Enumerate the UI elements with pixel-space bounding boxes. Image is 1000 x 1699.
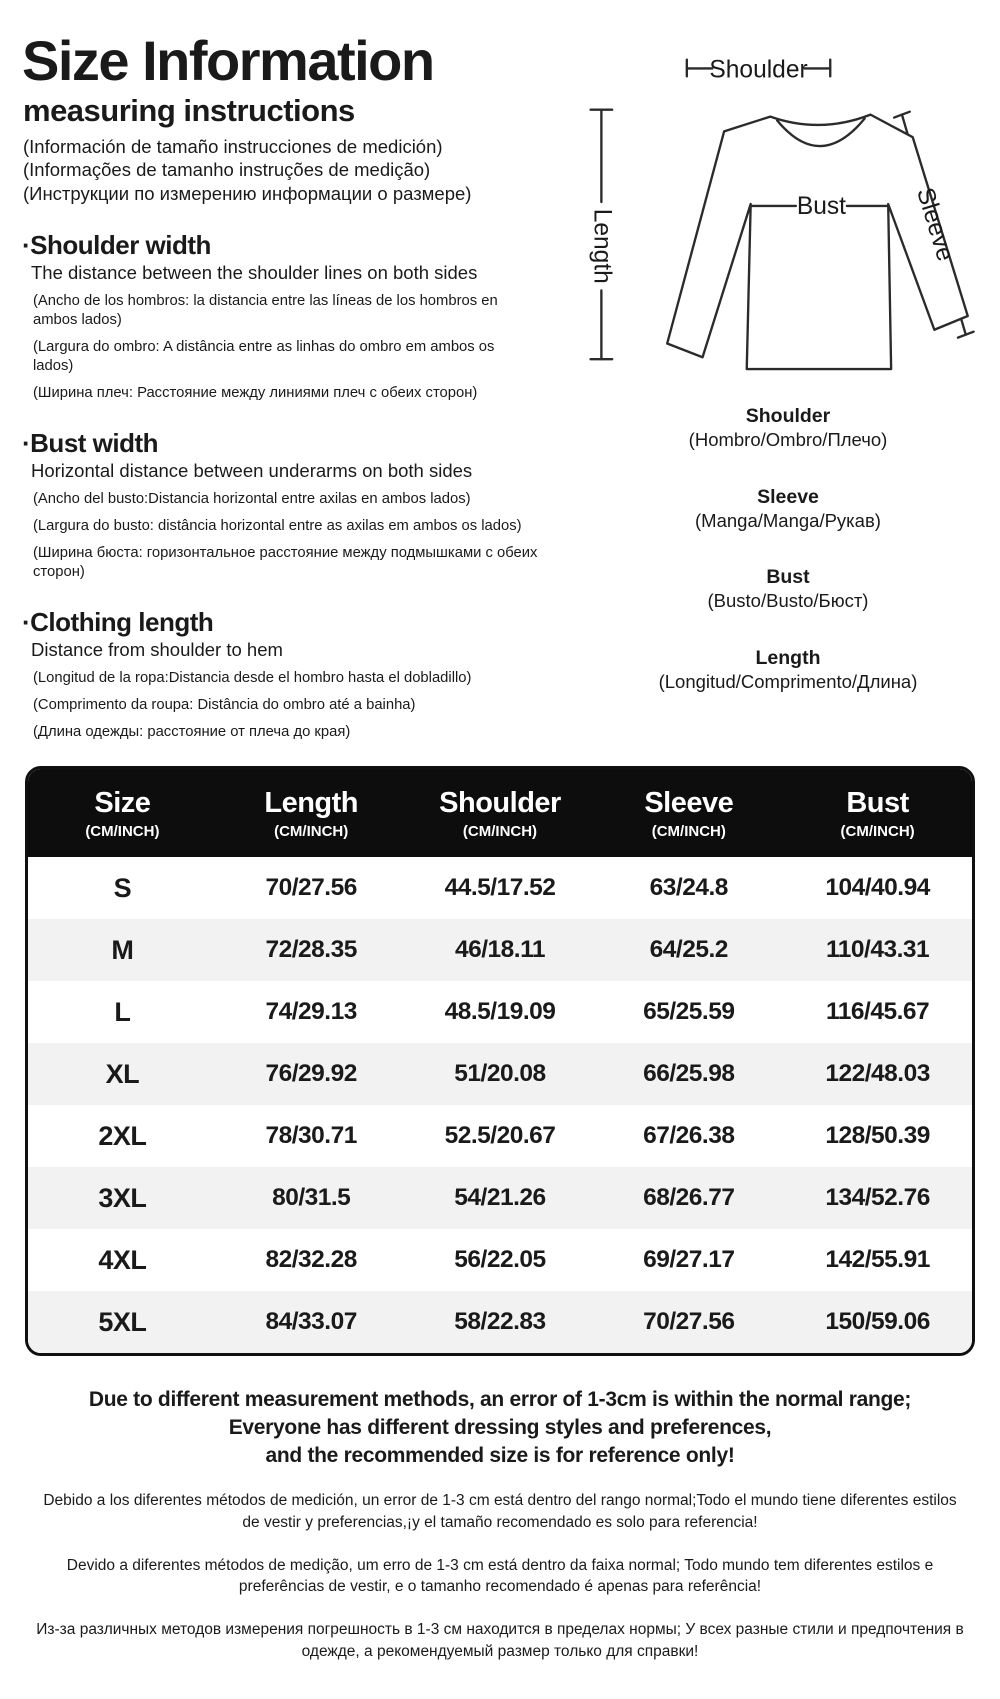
header-sleeve [594, 769, 783, 857]
column-label: Sleeve [644, 786, 734, 819]
cell-size: 2XL [98, 1120, 147, 1151]
table-row [28, 919, 972, 981]
label-translation: (Hombro/Ombro/Плечо) [688, 429, 888, 451]
cell-sleeve: 64/25.2 [649, 936, 728, 964]
table-row [28, 981, 972, 1043]
header-shoulder [406, 769, 595, 857]
section-translation-es: (Longitud de la ropa:Distancia desde el hombro hasta el dobladillo) [33, 670, 472, 687]
section-shoulder-width [22, 232, 567, 403]
disclaimer-ru: Из-за различных методов измерения погрешность в 1-3 см находится в пределах нормы; У всех разные стили и предпочтения в одежде, а рекомендуемый размер только для справки! [36, 1621, 964, 1660]
column-unit: (CM/INCH) [840, 822, 915, 840]
table-row [28, 857, 972, 919]
subtitle-translation-es: (Información de tamaño instrucciones de medición) [23, 136, 443, 158]
cell-size: XL [105, 1058, 140, 1089]
diagram-length-label: Length [588, 208, 616, 284]
label-length [659, 646, 918, 694]
section-title: ·Shoulder width [22, 230, 211, 260]
disclaimer-en-line2: Everyone has different dressing styles and preferences, [228, 1415, 772, 1439]
section-translation-ru: (Длина одежды: расстояние от плеча до края) [33, 724, 351, 741]
cell-shoulder: 56/22.05 [454, 1246, 546, 1274]
table-row [28, 1229, 972, 1291]
shirt-outline [667, 115, 968, 369]
label-name: Bust [766, 566, 810, 588]
cell-size: S [113, 872, 132, 903]
table-row [28, 1167, 972, 1229]
cell-length: 74/29.13 [265, 998, 357, 1026]
header-size [28, 769, 217, 857]
cell-bust: 134/52.76 [825, 1184, 930, 1212]
page-title: Size Information [22, 29, 434, 92]
page-subtitle: measuring instructions [23, 93, 355, 129]
column-label: Shoulder [439, 786, 561, 819]
cell-shoulder: 54/21.26 [454, 1184, 546, 1212]
disclaimer-en-line3: and the recommended size is for reference only! [265, 1443, 735, 1467]
section-description: Distance from shoulder to hem [31, 639, 283, 661]
label-name: Sleeve [757, 485, 819, 508]
cell-length: 84/33.07 [265, 1308, 357, 1336]
measurement-label-list [659, 404, 918, 726]
cell-bust: 128/50.39 [825, 1122, 930, 1150]
size-table [28, 769, 972, 1353]
label-name: Length [755, 646, 821, 669]
section-title: ·Bust width [22, 427, 159, 458]
section-translation-es: (Ancho del busto:Distancia horizontal entre axilas en ambos lados) [33, 491, 471, 508]
cell-bust: 116/45.67 [826, 998, 930, 1026]
cell-size: 3XL [98, 1182, 147, 1213]
section-bust-width [22, 427, 567, 582]
cell-bust: 104/40.94 [825, 874, 930, 902]
size-table-header [28, 769, 972, 857]
cell-sleeve: 69/27.17 [643, 1246, 735, 1274]
section-translation-ru: (Ширина бюста: горизонтальное расстояние между подмышками с обеих сторон) [33, 545, 538, 581]
cell-sleeve: 70/27.56 [643, 1308, 735, 1336]
section-translation-es: (Ancho de los hombros: la distancia entre las líneas de los hombros en ambos lados) [33, 293, 498, 329]
column-unit: (CM/INCH) [85, 822, 160, 840]
column-unit: (CM/INCH) [651, 822, 726, 840]
label-translation: (Manga/Manga/Рукав) [695, 509, 881, 531]
label-bust [659, 565, 918, 613]
disclaimer-pt: Devido a diferentes métodos de medição, um erro de 1-3 cm está dentro da faixa normal; Todo mundo tem diferentes estilos e preferências de vestir, e o tamanho recomendado é apenas para referência! [66, 1556, 934, 1596]
diagram-sleeve-label: Sleeve [911, 184, 959, 265]
table-row [28, 1043, 972, 1105]
section-title: ·Clothing length [22, 607, 214, 638]
cell-sleeve: 67/26.38 [643, 1122, 735, 1150]
cell-sleeve: 63/24.8 [649, 874, 728, 902]
cell-size: 4XL [98, 1244, 147, 1275]
cell-length: 70/27.56 [265, 874, 357, 902]
cell-shoulder: 58/22.83 [454, 1308, 546, 1336]
label-translation: (Longitud/Comprimento/Длина) [658, 670, 918, 692]
column-unit: (CM/INCH) [274, 822, 349, 840]
diagram-shoulder-label: Shoulder [709, 56, 808, 84]
shirt-measurement-diagram [567, 32, 1000, 378]
instructions-column [22, 28, 567, 742]
size-table-body [28, 857, 972, 1353]
cell-length: 80/31.5 [272, 1184, 351, 1212]
label-translation: (Busto/Busto/Бюст) [707, 590, 869, 612]
cell-shoulder: 46/18.11 [454, 936, 545, 964]
size-table-container [25, 766, 975, 1356]
top-section [0, 0, 1000, 742]
subtitle-translation-ru: (Инструкции по измерению информации о размере) [23, 182, 472, 204]
column-label: Size [94, 786, 151, 819]
label-shoulder [659, 404, 918, 452]
column-label: Bust [846, 786, 909, 819]
section-translation-pt: (Largura do ombro: A distância entre as linhas do ombro em ambos os lados) [33, 339, 495, 375]
cell-size: 5XL [98, 1306, 147, 1337]
cell-sleeve: 68/26.77 [643, 1184, 735, 1212]
section-clothing-length [22, 609, 567, 742]
disclaimer-en [0, 1386, 1000, 1469]
cell-shoulder: 48.5/19.09 [444, 998, 556, 1026]
subtitle-translation-pt: (Informações de tamanho instruções de medição) [23, 159, 431, 181]
cell-bust: 122/48.03 [825, 1060, 930, 1088]
section-description: The distance between the shoulder lines on both sides [31, 262, 478, 284]
column-unit: (CM/INCH) [462, 822, 538, 840]
cell-size: L [114, 996, 131, 1027]
disclaimer-es: Debido a los diferentes métodos de medición, un error de 1-3 cm está dentro del rango normal;Todo el mundo tiene diferentes estilos de vestir y preferencias,¡y el tamaño recomendado es solo para referencia! [43, 1492, 957, 1531]
disclaimer-en-line1: Due to different measurement methods, an error of 1-3cm is within the normal range; [88, 1388, 912, 1412]
cell-sleeve: 65/25.59 [643, 998, 735, 1026]
cell-length: 72/28.35 [265, 936, 357, 964]
section-translation-pt: (Largura do busto: distância horizontal entre as axilas em ambos os lados) [33, 518, 522, 535]
table-row [28, 1105, 972, 1167]
cell-length: 78/30.71 [265, 1122, 357, 1150]
cell-bust: 110/43.31 [826, 936, 930, 964]
label-name: Shoulder [745, 405, 831, 427]
label-sleeve [659, 485, 918, 533]
cell-shoulder: 52.5/20.67 [444, 1122, 556, 1150]
cell-length: 82/32.28 [265, 1246, 357, 1274]
column-label: Length [264, 786, 359, 819]
cell-shoulder: 51/20.08 [454, 1060, 546, 1088]
header-length [217, 769, 406, 857]
cell-size: M [111, 934, 134, 965]
diagram-bust-label: Bust [796, 192, 846, 220]
section-translation-pt: (Comprimento da roupa: Distância do ombro até a bainha) [33, 697, 416, 714]
section-description: Horizontal distance between underarms on both sides [31, 460, 473, 482]
section-translation-ru: (Ширина плеч: Расстояние между линиями плеч с обеих сторон) [33, 385, 478, 402]
cell-shoulder: 44.5/17.52 [444, 874, 556, 902]
cell-bust: 150/59.06 [825, 1308, 930, 1336]
header-bust [783, 769, 972, 857]
cell-bust: 142/55.91 [825, 1246, 930, 1274]
cell-length: 76/29.92 [265, 1060, 357, 1088]
table-row [28, 1291, 972, 1353]
diagram-column [567, 28, 1000, 742]
cell-sleeve: 66/25.98 [643, 1060, 735, 1088]
